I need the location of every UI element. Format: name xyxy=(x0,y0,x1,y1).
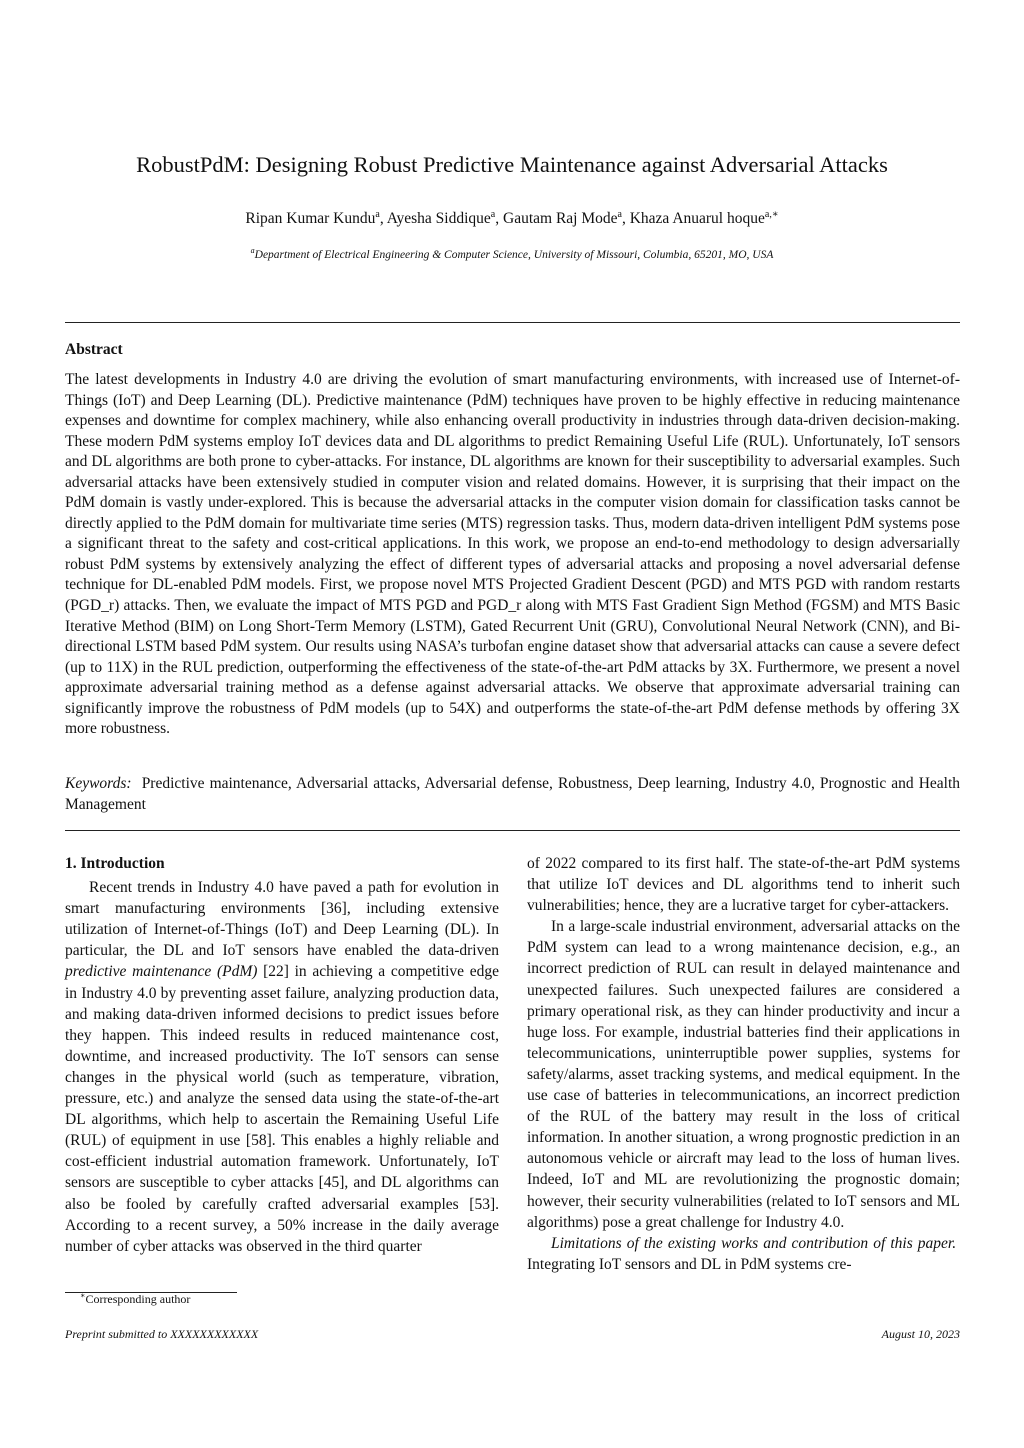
right-column xyxy=(527,853,960,1275)
top-divider xyxy=(65,322,960,323)
author-affil-mark: a xyxy=(490,209,496,220)
footer-date: August 10, 2023 xyxy=(881,1327,960,1341)
keywords-text: Predictive maintenance, Adversarial attacks, Adversarial defense, Robustness, Deep learning, Industry 4.0, Prognostic and Health Management xyxy=(65,775,961,813)
author-name: Khaza Anuarul hoque xyxy=(629,210,765,228)
left-column xyxy=(65,853,499,1257)
author-affil-mark: a xyxy=(617,209,622,220)
affiliation xyxy=(0,246,1024,261)
abstract-text: The latest developments in Industry 4.0 are driving the evolution of smart manufacturing environments, with increased use of Internet-of-Things (IoT) and Deep Learning (DL). Predictive maintenance (PdM) techniques have proven to be highly effective in reducing maintenance expenses and downtime for complex machinery, while also enhancing overall productivity in industries through data-driven decision-making. These modern PdM systems employ IoT devices data and DL algorithms to predict Remaining Useful Life (RUL). Unfortunately, IoT sensors and DL algorithms are both prone to cyber-attacks. For instance, DL algorithms are known for their susceptibility to adversarial examples. Such adversarial attacks have been extensively studied in computer vision and related domains. However, it is surprising that their impact on the PdM domain is vastly under-explored. This is because the adversarial attacks in the computer vision domain for classification tasks cannot be directly applied to the PdM domain for multivariate time series (MTS) regression tasks. Thus, modern data-driven intelligent PdM systems pose a significant threat to the safety and cost-critical applications. In this work, we propose an end-to-end methodology to design adversarially robust PdM systems by extensively analyzing the effect of different types of adversarial attacks and proposing a novel adversarial defense technique for DL-enabled PdM models. First, we propose novel MTS Projected Gradient Descent (PGD) and MTS PGD with random restarts (PGD_r) attacks. Then, we evaluate the impact of MTS PGD and PGD_r along with MTS Fast Gradient Sign Method (FGSM) and MTS Basic Iterative Method (BIM) on Long Short-Term Memory (LSTM), Gated Recurrent Unit (GRU), Convolutional Neural Network (CNN), and Bi-directional LSTM based PdM system. Our results using NASA’s turbofan engine dataset show that adversarial attacks can cause a severe defect (up to 11X) in the RUL prediction, outperforming the effectiveness of the state-of-the-art PdM attacks by 3X. Furthermore, we present a novel approximate adversarial training method as a defense against adversarial attacks. We observe that approximate adversarial training can significantly improve the robustness of PdM models (up to 54X) and outperforms the state-of-the-art PdM defense methods by offering 3X more robustness. xyxy=(65,371,960,738)
paragraph: In a large-scale industrial environment, adversarial attacks on the PdM system can lead to a wrong maintenance decision, e.g., an incorrect prediction of RUL can result in delayed maintenance and unexpected failures. Such unexpected failures are considered a primary operational risk, as they can hinder productivity and incur a huge loss. For example, industrial batteries find their applications in telecommunications, uninterruptible power supplies, systems for safety/alarms, asset tracking systems, and medical equipment. In the use case of batteries in telecommunications, an incorrect prediction of the RUL of the battery may result in the loss of critical information. In another situation, a wrong prognostic prediction in an autonomous vehicle or aircraft may lead to the loss of human lives. Indeed, IoT and ML are revolutionizing the prognostic domain; however, their security vulnerabilities (related to IoT sensors and ML algorithms) pose a great challenge for Industry 4.0. xyxy=(527,918,960,1231)
paragraph: Limitations of the existing works and contribution of this paper. Integrating IoT sensors and DL in PdM systems cre- xyxy=(527,1234,957,1273)
keywords-label: Keywords: xyxy=(65,775,132,792)
footnote-text: Corresponding author xyxy=(85,1292,191,1306)
emphasis: Limitations of the existing works and contribution of this paper. xyxy=(551,1234,957,1252)
author-list: Ripan Kumar Kundu$^a$, Ayesha Siddique$^a$, Gautam Raj Mode$^a$, Khaza Anuarul hoque$^{a,∗}$ xyxy=(245,209,779,228)
keywords xyxy=(65,773,960,815)
author-affil-mark: a,∗ xyxy=(764,209,779,220)
paragraph: Recent trends in Industry 4.0 have paved a path for evolution in smart manufacturing environments [36], including extensive utilization of Internet-of-Things (IoT) and Deep Learning (DL). In particular, the DL and IoT sensors have enabled the data-driven predictive maintenance (PdM) [22] in achieving a competitive edge in Industry 4.0 by preventing asset failure, analyzing production data, and making data-driven informed decisions to predict issues before they happen. This indeed results in reduced maintenance cost, downtime, and increased productivity. The IoT sensors can sense changes in the physical world (such as temperature, vibration, pressure, etc.) and analyze the sensed data using the state-of-the-art DL algorithms, which help to ascertain the Remaining Useful Life (RUL) of equipment in use [58]. This enables a highly reliable and cost-efficient industrial automation framework. Unfortunately, IoT sensors are susceptible to cyber attacks [45], and DL algorithms can also be fooled by carefully crafted adversarial examples [53]. According to a recent survey, a 50% increase in the daily average number of cyber attacks was observed in the third quarter xyxy=(65,879,499,1255)
abstract-bottom-divider xyxy=(65,830,960,831)
affiliation-mark: a xyxy=(250,246,255,255)
footer-preprint: Preprint submitted to XXXXXXXXXXXX xyxy=(65,1327,259,1341)
author-name: Ripan Kumar Kundu xyxy=(245,210,376,228)
abstract-heading: Abstract xyxy=(65,341,123,358)
author-name: Ayesha Siddique xyxy=(386,210,491,228)
paragraph: of 2022 compared to its first half. The state-of-the-art PdM systems that utilize IoT devices and DL algorithms tend to inherit such vulnerabilities; hence, they are a lucrative target for cyber-attackers. xyxy=(527,855,960,915)
author-name: Gautam Raj Mode xyxy=(503,210,618,228)
author-affil-mark: a xyxy=(375,209,380,220)
section-heading: 1. Introduction xyxy=(65,855,165,872)
affiliation-text: Department of Electrical Engineering & Computer Science, University of Missouri, Columbia, 65201, MO, USA xyxy=(254,248,774,261)
footnote-mark: ∗ xyxy=(80,1291,86,1300)
footnote xyxy=(80,1291,190,1307)
emphasis: predictive maintenance (PdM) xyxy=(65,963,258,981)
paper-title: RobustPdM: Designing Robust Predictive Maintenance against Adversarial Attacks xyxy=(136,152,888,177)
